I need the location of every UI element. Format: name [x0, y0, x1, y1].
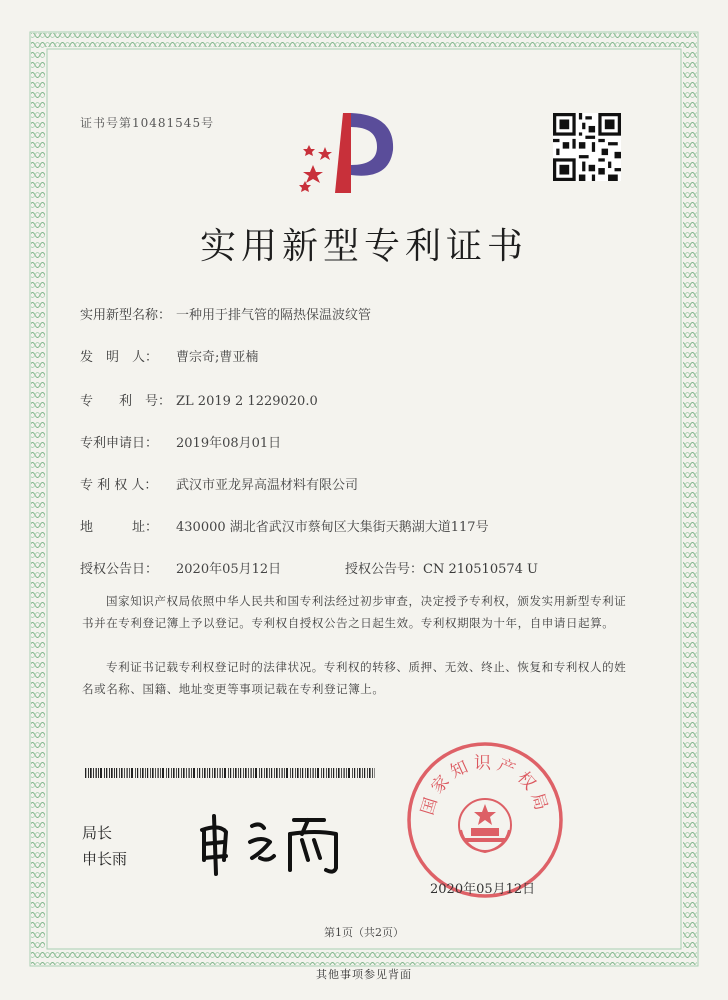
barcode-icon: [85, 768, 375, 778]
row-application-date: [80, 432, 281, 451]
cnipa-logo-icon: [285, 105, 405, 200]
patent-number-label: 专 利 号：: [80, 394, 172, 409]
signatory-title: 局长: [82, 824, 113, 842]
utility-name-value: 一种用于排气管的隔热保温波纹管: [176, 308, 372, 323]
grant-date-label: 授权公告日：: [80, 562, 159, 577]
row-address: [80, 516, 489, 535]
official-seal-icon: [405, 740, 565, 900]
qr-code-icon: [553, 113, 621, 181]
certificate-number: 证书号第10481545号: [80, 116, 215, 130]
seal-date: 2020年05月12日: [430, 882, 536, 897]
inventor-value: 曹宗奇;曹亚楠: [176, 350, 259, 365]
row-grant-number: [345, 558, 538, 577]
inventor-label: 发 明 人：: [80, 350, 159, 365]
row-grant-date: [80, 558, 281, 577]
certificate-title: 实用新型专利证书: [199, 226, 528, 267]
grant-date-value: 2020年05月12日: [176, 562, 282, 577]
page-number: 第1页（共2页）: [324, 926, 404, 939]
patent-number-value: ZL 2019 2 1229020.0: [176, 394, 318, 409]
row-patentee: [80, 474, 358, 493]
application-date-label: 专利申请日：: [80, 436, 159, 451]
patentee-value: 武汉市亚龙昇高温材料有限公司: [176, 478, 359, 493]
grant-number-value: CN 210510574 U: [423, 562, 538, 577]
address-label: 地 址：: [80, 520, 159, 535]
row-utility-name: [80, 304, 371, 323]
address-value: 430000 湖北省武汉市蔡甸区大集街天鹅湖大道117号: [176, 520, 489, 535]
signature-icon: [190, 808, 360, 878]
application-date-value: 2019年08月01日: [176, 436, 282, 451]
utility-name-label: 实用新型名称：: [80, 308, 172, 323]
paragraph-legal-status: 专利证书记载专利权登记时的法律状况。专利权的转移、质押、无效、终止、恢复和专利权人的姓名或名称、国籍、地址变更等事项记载在专利登记簿上。: [82, 660, 627, 696]
signatory-name: 申长雨: [82, 850, 128, 868]
grant-number-label: 授权公告号：: [345, 562, 424, 577]
paragraph-grant-decision: 国家知识产权局依照中华人民共和国专利法经过初步审查，决定授予专利权，颁发实用新型专利证书并在专利登记簿上予以登记。专利权自授权公告之日起生效。专利权期限为十年，自申请日起算。: [82, 594, 627, 630]
seal-text: 国家知识产权局: [417, 753, 553, 818]
footer-note: 其他事项参见背面: [316, 968, 412, 981]
row-patent-number: [80, 390, 318, 409]
row-inventor: [80, 346, 258, 365]
patentee-label: 专 利 权 人：: [80, 478, 158, 493]
